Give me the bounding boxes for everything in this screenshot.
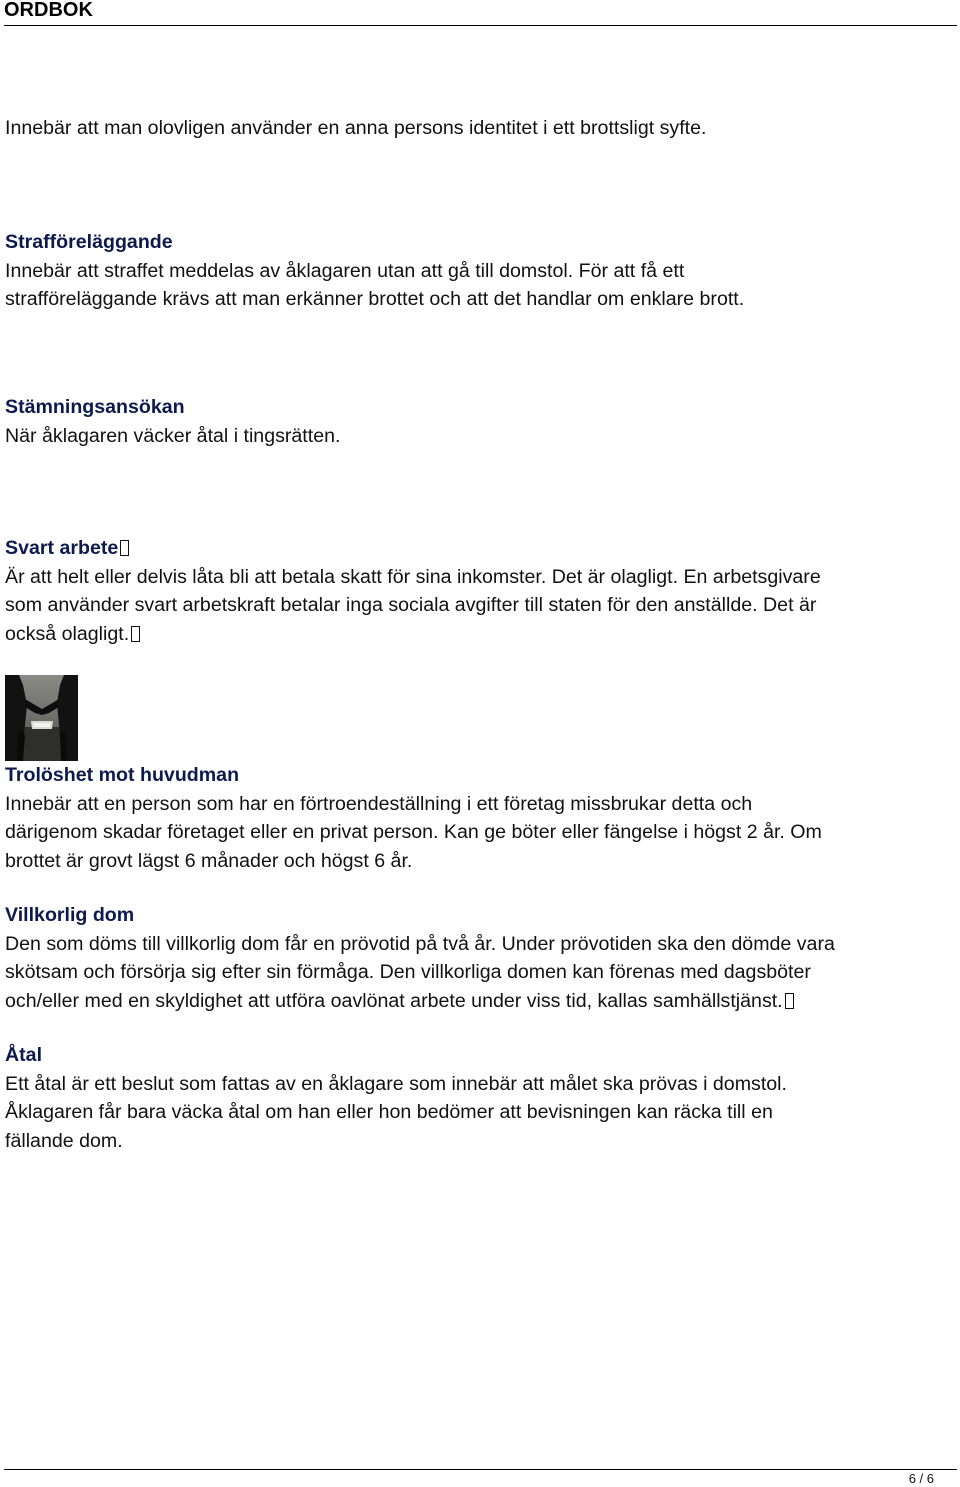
entry-heading-text: Svart arbete [5, 537, 119, 559]
entry-line: Åklagaren får bara väcka åtal om han eller hon bedömer att bevisningen kan räcka till en [5, 1101, 773, 1123]
intro-paragraph [5, 114, 955, 143]
handshake-photo [5, 675, 78, 761]
entry-stamningsansokan [5, 393, 955, 450]
entry-line [5, 987, 955, 1016]
entry-troloshet [5, 761, 955, 875]
footer-divider [4, 1469, 957, 1470]
entry-line: Innebär att en person som har en förtroendeställning i ett företag missbrukar detta och [5, 792, 753, 815]
entry-heading: Stämningsansökan [5, 396, 185, 418]
missing-glyph-icon [120, 540, 129, 556]
entry-svart-arbete [5, 534, 955, 648]
entry-heading: Villkorlig dom [5, 904, 135, 926]
entry-line [5, 620, 955, 649]
entry-heading: Trolöshet mot huvudman [5, 764, 240, 786]
entry-line-text: också olagligt. [5, 622, 130, 645]
entry-heading: Åtal [5, 1044, 43, 1066]
entry-line: skötsam och försörja sig efter sin förmåga. Den villkorliga domen kan förenas med dagsböter [5, 961, 811, 983]
entry-line-text: och/eller med en skyldighet att utföra oavlönat arbete under viss tid, kallas samhällstjänst. [5, 989, 783, 1012]
entry-heading [5, 534, 955, 563]
page-number: 6 / 6 [908, 1471, 934, 1486]
document-title: ORDBOK [4, 0, 93, 21]
entry-atal [5, 1041, 955, 1155]
entry-line: Den som döms till villkorlig dom får en prövotid på två år. Under prövotiden ska den dömde vara [5, 932, 835, 955]
intro-line: Innebär att man olovligen använder en anna persons identitet i ett brottsligt syfte. [5, 117, 707, 139]
entry-heading: Strafföreläggande [5, 231, 173, 253]
entry-line: strafföreläggande krävs att man erkänner brottet och att det handlar om enklare brott. [5, 288, 745, 310]
missing-glyph-icon [785, 993, 794, 1009]
entry-line: Är att helt eller delvis låta bli att betala skatt för sina inkomster. Det är olagligt. En arbetsgivare [5, 565, 821, 588]
header-divider [4, 25, 957, 26]
entry-line: som använder svart arbetskraft betalar inga sociala avgifter till staten för den anställde. Det är [5, 594, 817, 616]
entry-line: När åklagaren väcker åtal i tingsrätten. [5, 424, 341, 447]
entry-line: brottet är grovt lägst 6 månader och högst 6 år. [5, 849, 413, 872]
entry-line: fällande dom. [5, 1129, 123, 1152]
handshake-silhouette-image [5, 675, 78, 761]
entry-strafforelaggande [5, 228, 955, 314]
entry-line: Innebär att straffet meddelas av åklagaren utan att gå till domstol. För att få ett [5, 259, 685, 282]
entry-line: Ett åtal är ett beslut som fattas av en åklagare som innebär att målet ska prövas i domstol. [5, 1072, 787, 1095]
missing-glyph-icon [131, 626, 140, 642]
entry-line: därigenom skadar företaget eller en privat person. Kan ge böter eller fängelse i högst 2 år. Om [5, 821, 822, 843]
entry-villkorlig-dom [5, 901, 955, 1015]
